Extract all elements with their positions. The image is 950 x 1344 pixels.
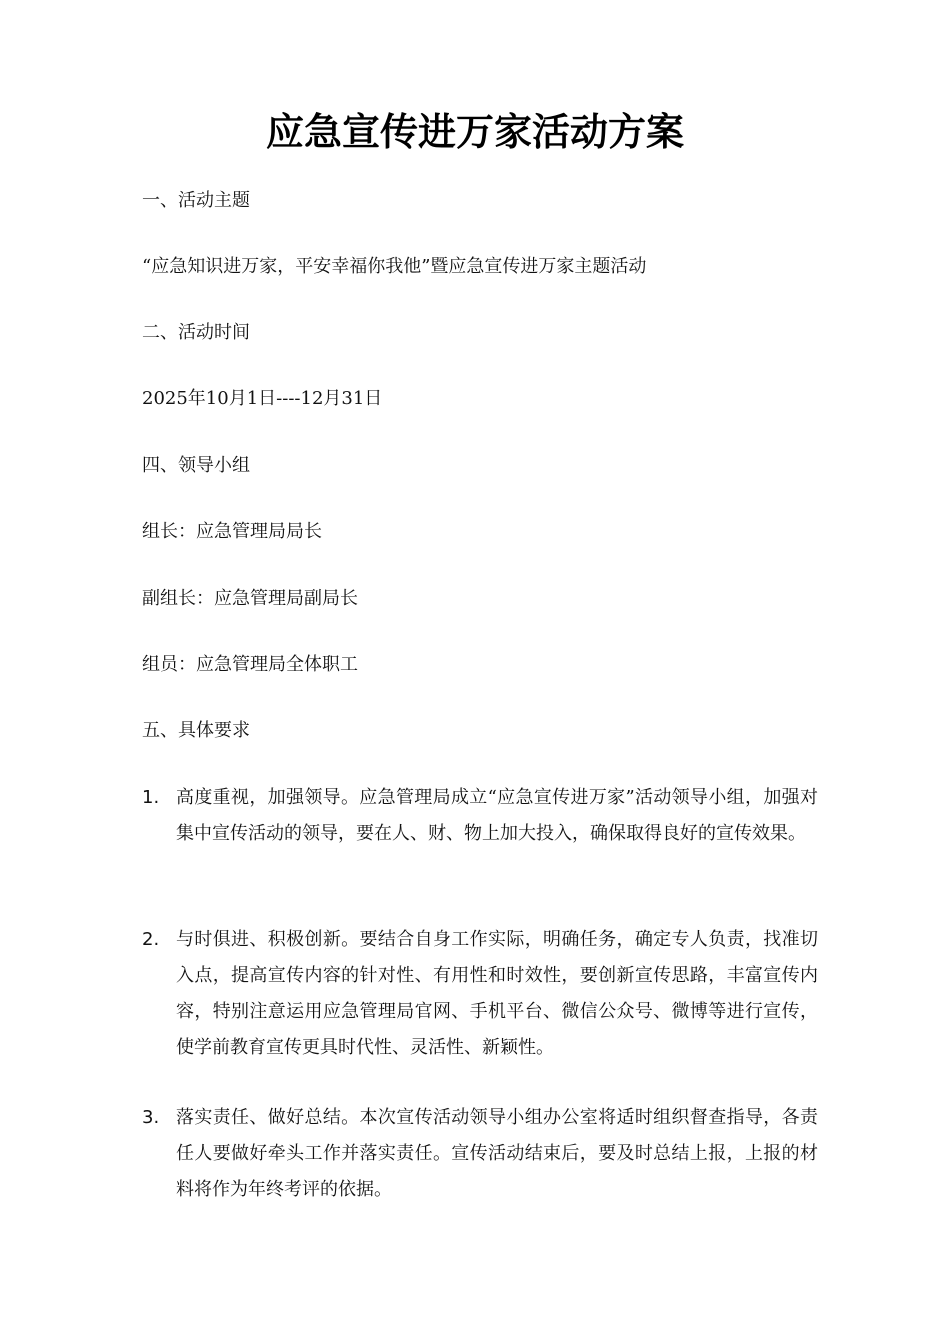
section-heading-leaders: 四、领导小组 xyxy=(142,455,250,476)
time-text: 2025年10月1日----12月31日 xyxy=(142,388,383,409)
requirement-text: 与时俱进、积极创新。要结合自身工作实际，明确任务，确定专人负责，找准切入点，提高宣传内容的针对性、有用性和时效性，要创新宣传思路，丰富宣传内容，特别注意运用应急管理局官网、手机平台、微信公众号、微博等进行宣传，使学前教育宣传更具时代性、灵活性、新颖性。 xyxy=(176,929,818,1058)
document-title: 应急宣传进万家活动方案 xyxy=(265,110,684,154)
requirement-number: 2. xyxy=(142,929,160,950)
section-heading-time: 二、活动时间 xyxy=(142,322,250,343)
leader-members: 组员：应急管理局全体职工 xyxy=(142,654,358,675)
section-heading-requirements: 五、具体要求 xyxy=(142,720,250,741)
requirement-text: 落实责任、做好总结。本次宣传活动领导小组办公室将适时组织督查指导，各责任人要做好牵头工作并落实责任。宣传活动结束后，要及时总结上报，上报的材料将作为年终考评的依据。 xyxy=(176,1107,818,1200)
leader-head: 组长：应急管理局局长 xyxy=(142,521,322,542)
theme-text: “应急知识进万家，平安幸福你我他”暨应急宣传进万家主题活动 xyxy=(142,256,647,277)
section-heading-theme: 一、活动主题 xyxy=(142,190,250,211)
leader-deputy: 副组长：应急管理局副局长 xyxy=(142,588,358,609)
requirement-number: 1. xyxy=(142,787,160,808)
requirement-text: 高度重视，加强领导。应急管理局成立“应急宣传进万家”活动领导小组，加强对集中宣传活动的领导，要在人、财、物上加大投入，确保取得良好的宣传效果。 xyxy=(176,787,818,844)
requirement-number: 3. xyxy=(142,1107,160,1128)
